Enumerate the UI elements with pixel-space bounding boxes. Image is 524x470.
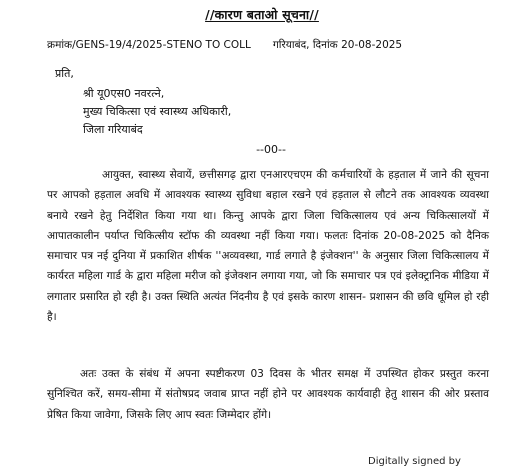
notice-title: //कारण बताओ सूचना// xyxy=(205,7,319,22)
addressee-designation: मुख्य चिकित्सा एवं स्वास्थ्य अधिकारी, xyxy=(83,105,232,118)
salutation: प्रति, xyxy=(55,67,74,80)
digital-signature-note: Digitally signed by xyxy=(368,456,461,467)
reference-number: क्रमांक/GENS-19/4/2025-STENO TO COLL xyxy=(47,39,251,51)
place-date: गरियाबंद, दिनांक 20-08-2025 xyxy=(272,39,403,51)
body-paragraph-1: आयुक्त, स्वास्थ्य सेवायें, छत्तीसगढ़ द्वारा एनआरएचएम की कर्मचारियों के हड़ताल में जाने की सूचना पर आपको हड़ताल अवधि में आवश्यक स्वास्थ्य सुविधा बहाल रखने एवं हड़ताल से लौटने तक आवश्यक व्यवस्था बनाये रखने हेतु निर्देशित किया गया था। किन्तु आपके द्वारा जिला चिकित्सालय एवं अन्य चिकित्सालयों में आपातकालीन पर्याप्त चिकित्सीय स्टॉफ की व्यवस्था नहीं किया गया। फलतः दिनांक 20-08-2025 को दैनिक समाचार पत्र नई दुनिया में प्रकाशित शीर्षक ''अव्यवस्था, गार्ड लगाते है इंजेक्शन'' के अनुसार जिला चिकित्सालय में कार्यरत महिला गार्ड के द्वारा महिला मरीज को इंजेक्शन लगाया गया, जो कि समाचार पत्र एवं इलेक्ट्रानिक मीडिया में लगातार प्रसारित हो रही है। उक्त स्थिति अत्यंत निंदनीय है एवं इसके कारण शासन- प्रशासन की छवि धूमिल हो रही है। xyxy=(47,169,489,324)
addressee-name: श्री यू0एस0 नवरत्ने, xyxy=(83,87,165,100)
reference-line xyxy=(47,38,402,52)
section-divider: --00-- xyxy=(256,143,286,156)
addressee-district: जिला गरियाबंद xyxy=(83,123,143,136)
body-paragraph-2: अतः उक्त के संबंध में अपना स्पष्टीकरण 03 दिवस के भीतर समक्ष में उपस्थित होकर प्रस्तुत करना सुनिश्चित करें, समय-सीमा में संतोषप्रद जवाब प्राप्त नहीं होने पर आवश्यक कार्यवाही हेतु शासन की ओर प्रस्ताव प्रेषित किया जावेगा, जिसके लिए आप स्वतः जिम्मेदार होंगे। xyxy=(47,368,489,421)
